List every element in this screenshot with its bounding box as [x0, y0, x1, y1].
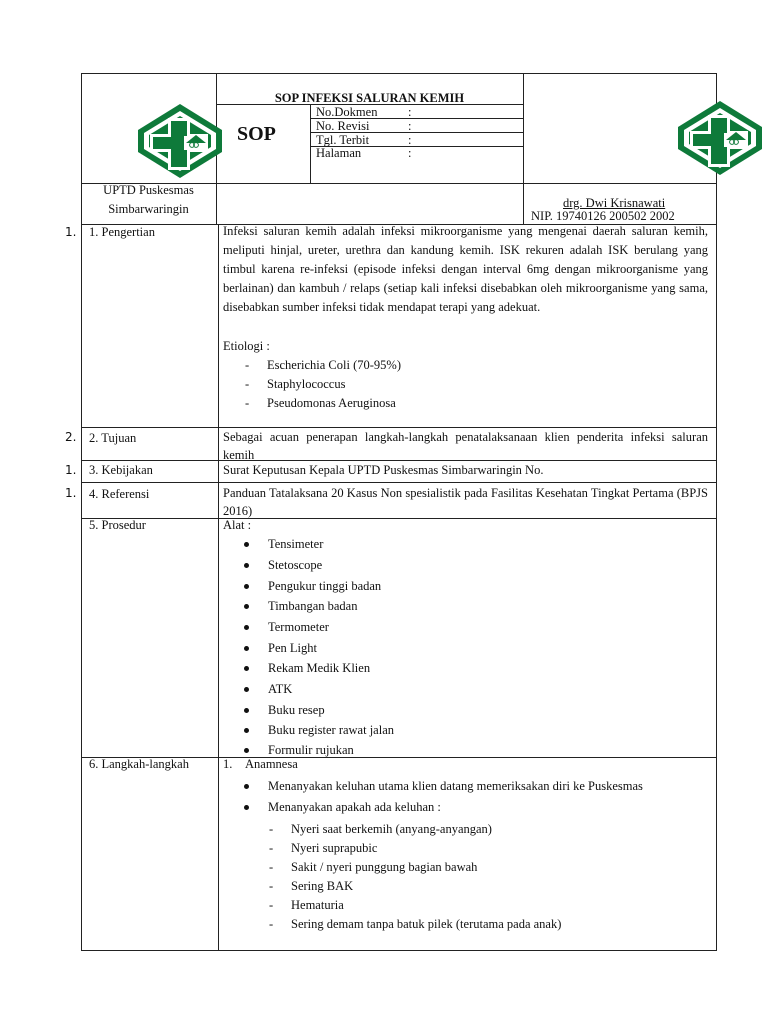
keluhan-item: Sering demam tanpa batuk pilek (terutama pada anak)	[291, 917, 562, 931]
dash-icon: -	[269, 917, 274, 931]
row-marker: 2.	[65, 430, 77, 444]
alat-item: Timbangan badan	[268, 599, 358, 613]
bullet-icon	[244, 646, 249, 651]
table-border-right	[716, 73, 717, 950]
bullet-icon	[244, 542, 249, 547]
puskesmas-logo-left	[134, 100, 226, 182]
bullet-icon	[244, 666, 249, 671]
field-label-halaman: Halaman	[316, 146, 362, 160]
dash-icon: -	[269, 822, 274, 836]
sop-label: SOP	[237, 123, 276, 145]
etiologi-label: Etiologi :	[223, 339, 270, 353]
label-kebijakan: 3. Kebijakan	[89, 463, 153, 477]
alat-item: Pen Light	[268, 641, 317, 655]
sop-divider	[310, 104, 311, 183]
etiologi-item: Pseudomonas Aeruginosa	[267, 396, 396, 410]
bullet-icon	[244, 728, 249, 733]
keluhan-item: Sering BAK	[291, 879, 354, 893]
bullet-icon	[244, 625, 249, 630]
keluhan-item: Sakit / nyeri punggung bagian bawah	[291, 860, 478, 874]
bullet-icon	[244, 748, 249, 753]
label-tujuan: 2. Tujuan	[89, 431, 137, 445]
etiologi-item: Staphylococcus	[267, 377, 346, 391]
dash-icon: -	[245, 358, 250, 372]
field-sep: :	[408, 146, 412, 160]
alat-item: Pengukur tinggi badan	[268, 579, 382, 593]
anamnesa-bullet: Menanyakan apakah ada keluhan :	[268, 800, 441, 814]
puskesmas-logo-right	[674, 95, 766, 181]
bullet-icon	[244, 805, 249, 810]
column-divider	[218, 224, 219, 950]
dash-icon: -	[269, 841, 274, 855]
keluhan-item: Nyeri saat berkemih (anyang-anyangan)	[291, 822, 492, 836]
alat-item: Formulir rujukan	[268, 743, 354, 757]
alat-item: Buku register rawat jalan	[268, 723, 394, 737]
field-label-no-revisi: No. Revisi	[316, 119, 370, 133]
alat-item: Buku resep	[268, 703, 325, 717]
alat-label: Alat :	[223, 518, 252, 532]
org-name-line1: UPTD Puskesmas	[103, 183, 194, 197]
signer-nip: NIP. 19740126 200502 2002	[531, 209, 675, 223]
alat-item: Tensimeter	[268, 537, 324, 551]
bullet-icon	[244, 584, 249, 589]
header-divider-right	[523, 73, 524, 224]
alat-item: Stetoscope	[268, 558, 323, 572]
dash-icon: -	[269, 879, 274, 893]
anamnesa-bullet: Menanyakan keluhan utama klien datang memeriksakan diri ke Puskesmas	[268, 779, 643, 793]
dash-icon: -	[245, 377, 250, 391]
kebijakan-text: Surat Keputusan Kepala UPTD Puskesmas Simbarwaringin No.	[223, 463, 544, 477]
bullet-icon	[244, 563, 249, 568]
step-title: Anamnesa	[245, 757, 298, 771]
document-title: SOP INFEKSI SALURAN KEMIH	[274, 91, 465, 105]
tujuan-text: Sebagai acuan penerapan langkah-langkah penatalaksanaan klien penderita infeksi saluran kemih	[223, 430, 708, 462]
keluhan-item: Nyeri suprapubic	[291, 841, 378, 855]
pengertian-paragraph: Infeksi saluran kemih adalah infeksi mikroorganisme yang mengenai daerah saluran kemih, meliputi hinjal, ureter, urethra dan kandung kemih. ISK rekuren adalah ISK berulang yang timbul karena re-infeksi (episode infeksi dengan interval 6mg dengan mikroorganisme yang berlainan) dan kambuh / relaps (setiap kali infeksi disebabkan oleh mikroorganisme yang sama, disebabkan sumber infeksi tidak mendapat terapi yang adekuat.	[223, 224, 708, 314]
step-number: 1.	[223, 757, 233, 771]
row-marker: 1.	[65, 225, 77, 239]
label-referensi: 4. Referensi	[89, 487, 150, 501]
dash-icon: -	[245, 396, 250, 410]
org-name-line2: Simbarwaringin	[108, 202, 189, 216]
label-langkah: 6. Langkah-langkah	[89, 757, 189, 771]
referensi-text: Panduan Tatalaksana 20 Kasus Non spesialistik pada Fasilitas Kesehatan Tingkat Pertama (BPJS 2016)	[223, 486, 708, 518]
row-marker: 1.	[65, 463, 77, 477]
field-label-no-dokmen: No.Dokmen	[316, 105, 378, 119]
dash-icon: -	[269, 860, 274, 874]
etiologi-item: Escherichia Coli (70-95%)	[267, 358, 401, 372]
field-sep: :	[408, 105, 412, 119]
label-prosedur: 5. Prosedur	[89, 518, 146, 532]
table-border-bottom	[81, 950, 717, 951]
alat-item: ATK	[268, 682, 293, 696]
dash-icon: -	[269, 898, 274, 912]
alat-item: Termometer	[268, 620, 329, 634]
table-border-top	[81, 73, 717, 74]
field-label-tgl-terbit: Tgl. Terbit	[316, 133, 370, 147]
alat-item: Rekam Medik Klien	[268, 661, 371, 675]
keluhan-item: Hematuria	[291, 898, 344, 912]
signer-name: drg. Dwi Krisnawati	[563, 196, 666, 210]
row-marker: 1.	[65, 486, 77, 500]
field-sep: :	[408, 119, 412, 133]
bullet-icon	[244, 604, 249, 609]
label-pengertian: 1. Pengertian	[89, 225, 155, 239]
bullet-icon	[244, 708, 249, 713]
bullet-icon	[244, 687, 249, 692]
bullet-icon	[244, 784, 249, 789]
row-sep-4	[81, 482, 717, 483]
field-sep: :	[408, 133, 412, 147]
